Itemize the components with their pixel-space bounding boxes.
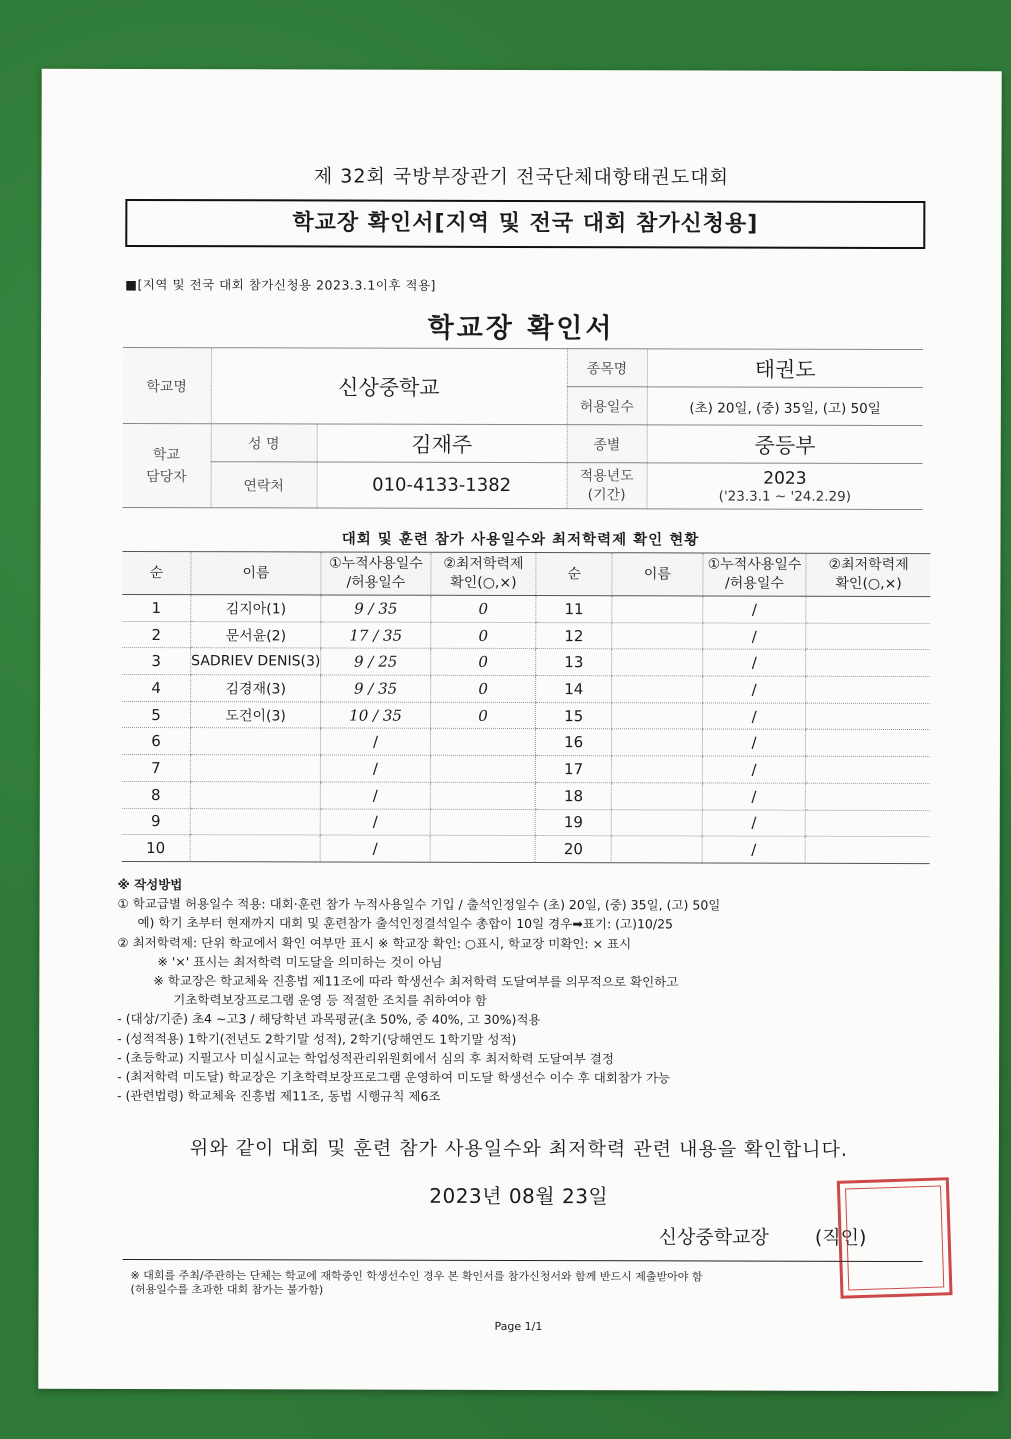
row-min — [806, 676, 930, 703]
row-days: / — [702, 703, 806, 730]
col-min-right — [806, 553, 930, 596]
contact-label: 연락처 — [211, 462, 317, 508]
row-no: 8 — [122, 781, 191, 808]
row-name: 도건이(3) — [191, 701, 321, 728]
instructions-block — [117, 875, 938, 1108]
row-days: / — [320, 835, 430, 862]
instruction-line: - (관련법령) 학교체육 진흥법 제11조, 동법 시행규칙 제6조 — [117, 1088, 441, 1105]
row-days: 10 / 35 — [321, 702, 431, 729]
row-min — [806, 783, 930, 810]
table-row — [122, 835, 930, 864]
row-name — [190, 808, 320, 835]
row-name — [612, 649, 703, 676]
row-name: 김경재(3) — [191, 675, 321, 702]
row-days: 9 / 35 — [321, 595, 431, 622]
row-no: 6 — [122, 728, 191, 755]
row-min — [806, 810, 930, 837]
row-min — [430, 835, 535, 862]
row-no: 20 — [535, 836, 611, 863]
table-row — [122, 755, 930, 784]
page-number: Page 1/1 — [494, 1319, 543, 1334]
row-name: SADRIEV DENIS(3) — [191, 648, 321, 675]
confirmation-date: 2023년 08월 23일 — [429, 1183, 609, 1209]
manager-label: 학교 담당자 — [123, 423, 211, 507]
applicability-notice: ■[지역 및 전국 대회 참가신청용 2023.3.1이후 적용] — [125, 276, 436, 293]
row-no: 18 — [535, 782, 611, 809]
row-min: 0 — [430, 702, 535, 729]
row-no: 1 — [122, 594, 191, 621]
row-name — [190, 781, 320, 808]
school-label: 학교명 — [123, 347, 211, 423]
col-days-right — [703, 553, 807, 596]
row-no: 12 — [536, 622, 612, 649]
row-days: / — [702, 676, 806, 703]
event-title: 제 32회 국방부장관기 전국단체대항태권도대회 — [313, 165, 729, 189]
footer-note-line2: (허용일수를 초과한 대회 참가는 불가함) — [130, 1282, 324, 1297]
row-name — [190, 835, 320, 862]
col-days-left — [321, 552, 431, 595]
row-min — [430, 729, 535, 756]
principal-title: 신상중학교장 — [658, 1226, 769, 1249]
row-min — [806, 730, 930, 757]
row-no: 19 — [535, 809, 611, 836]
contact-value: 010-4133-1382 — [317, 462, 567, 509]
table-row — [122, 675, 930, 704]
row-days: / — [702, 809, 806, 836]
instruction-line: - (초등학교) 지필고사 미실시교는 학업성적관리위원회에서 심의 후 최저학력 도달여부 결정 — [117, 1049, 614, 1067]
year-label: 적용년도 (기간) — [567, 463, 647, 509]
row-name: 문서윤(2) — [191, 621, 321, 648]
school-info-table — [123, 347, 923, 510]
col-min-left-line1: ②최저학력제 — [443, 555, 524, 573]
row-days: / — [702, 623, 806, 650]
row-name — [611, 836, 702, 863]
instruction-line: ※ 학교장은 학교체육 진흥법 제11조에 따라 학생선수 최저학력 도달여부를 의무적으로 확인하고 — [153, 973, 679, 990]
row-min: 0 — [431, 622, 536, 649]
row-no: 13 — [536, 649, 612, 676]
year-period: ('23.3.1 ~ '24.2.29) — [718, 488, 852, 505]
manager-name: 김재주 — [317, 424, 567, 463]
row-name — [612, 702, 703, 729]
col-min-right-line1: ②최저학력제 — [828, 556, 909, 574]
row-days: / — [702, 783, 806, 810]
col-days-left-line2: /허용일수 — [346, 574, 406, 591]
row-name — [190, 755, 320, 782]
table-row — [122, 594, 930, 623]
row-days: / — [702, 729, 806, 756]
row-days: / — [702, 649, 806, 676]
col-days-right-line2: /허용일수 — [725, 575, 784, 592]
event-label: 종목명 — [567, 349, 647, 387]
row-no: 16 — [536, 729, 612, 756]
col-min-right-line2: 확인(○,×) — [835, 575, 902, 592]
instruction-line: 예) 학기 초부터 현재까지 대회 및 훈련참가 출석인정결석일수 총합이 10일 경우➡표기: (고)10/25 — [137, 915, 674, 932]
row-days: / — [702, 836, 806, 863]
form-title-box: 학교장 확인서[지역 및 전국 대회 참가신청용] — [125, 199, 925, 249]
instruction-line: ② 최저학력제: 단위 학교에서 확인 여부만 표시 ※ 학교장 확인: ○표시, 학교장 미확인: × 표시 — [117, 934, 632, 951]
row-days: 9 / 25 — [321, 648, 431, 675]
instruction-line: ※ '×' 표시는 최저학력 미도달을 의미하는 것이 아님 — [157, 953, 443, 970]
row-min — [430, 782, 535, 809]
instruction-line: - (최저학력 미도달) 학교장은 기초학력보장프로그램 운영하여 미도달 학생선수 이수 후 대회참가 가능 — [117, 1068, 671, 1086]
document-page — [38, 69, 1001, 1392]
row-name: 김지아(1) — [191, 595, 321, 622]
row-min: 0 — [430, 675, 535, 702]
col-days-left-line1: ①누적사용일수 — [329, 555, 423, 572]
row-no: 17 — [536, 756, 612, 783]
instruction-line: 기초학력보장프로그램 운영 등 적절한 조치를 취하여야 함 — [173, 992, 487, 1009]
table-row — [122, 701, 930, 730]
row-days: / — [320, 808, 430, 835]
footer-divider — [123, 1259, 923, 1262]
row-name — [190, 728, 320, 755]
row-name — [612, 756, 703, 783]
main-title: 학교장 확인서 — [427, 312, 615, 345]
footer-note — [131, 1269, 911, 1299]
row-no: 4 — [122, 675, 191, 702]
table-row — [122, 808, 930, 837]
row-days: / — [703, 596, 807, 623]
row-days: / — [321, 728, 431, 755]
instruction-line: ① 학교급별 허용일수 적용: 대회·훈련 참가 누적사용일수 기입 / 출석인정일수 (초) 20일, (중) 35일, (고) 50일 — [117, 896, 721, 913]
row-min: 0 — [430, 649, 535, 676]
records-body — [122, 594, 931, 863]
instruction-line: ※ 작성방법 — [117, 876, 183, 893]
row-min — [806, 596, 930, 623]
footer-note-line1: ※ 대회를 주최/주관하는 단체는 학교에 재학중인 학생선수인 경우 본 확인서를 참가신청서와 함께 반드시 제출받아야 함 — [130, 1268, 703, 1284]
row-min — [430, 755, 535, 782]
row-min — [806, 650, 930, 677]
type-label: 종별 — [567, 425, 647, 463]
row-no: 3 — [122, 648, 191, 675]
row-name — [611, 809, 702, 836]
instruction-line: - (대상/기준) 초4 ~고3 / 해당학년 과목평균(초 50%, 중 40%, 고 30%)적용 — [117, 1011, 541, 1028]
row-no: 2 — [122, 621, 191, 648]
row-no: 11 — [536, 596, 612, 623]
row-min — [430, 809, 535, 836]
confirmation-statement: 위와 같이 대회 및 훈련 참가 사용일수와 최저학력 관련 내용을 확인합니다. — [189, 1137, 848, 1161]
col-days-right-line1: ①누적사용일수 — [707, 556, 802, 573]
row-name — [612, 596, 703, 623]
row-min — [806, 703, 930, 730]
col-no-left: 순 — [122, 551, 191, 594]
row-no: 9 — [122, 808, 191, 835]
principal-signature-line — [659, 1222, 867, 1250]
row-no: 14 — [536, 676, 612, 703]
col-name-right: 이름 — [612, 553, 703, 596]
row-days: / — [320, 782, 430, 809]
row-min — [806, 836, 930, 863]
allowed-days: (초) 20일, (중) 35일, (고) 50일 — [647, 387, 923, 426]
row-name — [612, 622, 703, 649]
year-value: 2023 — [763, 468, 807, 489]
table-row — [122, 728, 930, 757]
col-name-left: 이름 — [191, 552, 321, 595]
row-min — [806, 756, 930, 783]
row-days: / — [702, 756, 806, 783]
instruction-line: - (성적적용) 1학기(전년도 2학기말 성적), 2학기(당해연도 1학기말 성적) — [117, 1030, 517, 1047]
row-name — [611, 783, 702, 810]
row-no: 15 — [536, 702, 612, 729]
row-no: 10 — [122, 835, 191, 862]
col-min-left-line2: 확인(○,×) — [450, 574, 517, 591]
name-label: 성 명 — [211, 424, 317, 462]
type-value: 중등부 — [647, 425, 923, 464]
col-min-left — [431, 552, 536, 595]
row-min — [806, 623, 930, 650]
row-no: 7 — [122, 755, 191, 782]
allowed-days-label: 허용일수 — [567, 387, 647, 425]
table-row — [122, 781, 930, 810]
row-days: 9 / 35 — [321, 675, 431, 702]
row-name — [612, 729, 703, 756]
table-row — [122, 648, 930, 677]
row-no: 5 — [122, 701, 191, 728]
records-header-row — [122, 551, 930, 596]
records-table — [122, 551, 931, 864]
school-name: 신상중학교 — [211, 348, 567, 425]
event-name: 태권도 — [647, 349, 923, 388]
row-days: / — [321, 755, 431, 782]
year-cell — [647, 463, 923, 510]
row-name — [612, 676, 703, 703]
row-days: 17 / 35 — [321, 622, 431, 649]
seal-mark: (직인) — [814, 1226, 867, 1249]
records-section-title: 대회 및 훈련 참가 사용일수와 최저학력제 확인 현황 — [341, 531, 700, 549]
row-min: 0 — [431, 595, 536, 622]
col-no-right: 순 — [536, 553, 612, 596]
table-row — [122, 621, 930, 650]
